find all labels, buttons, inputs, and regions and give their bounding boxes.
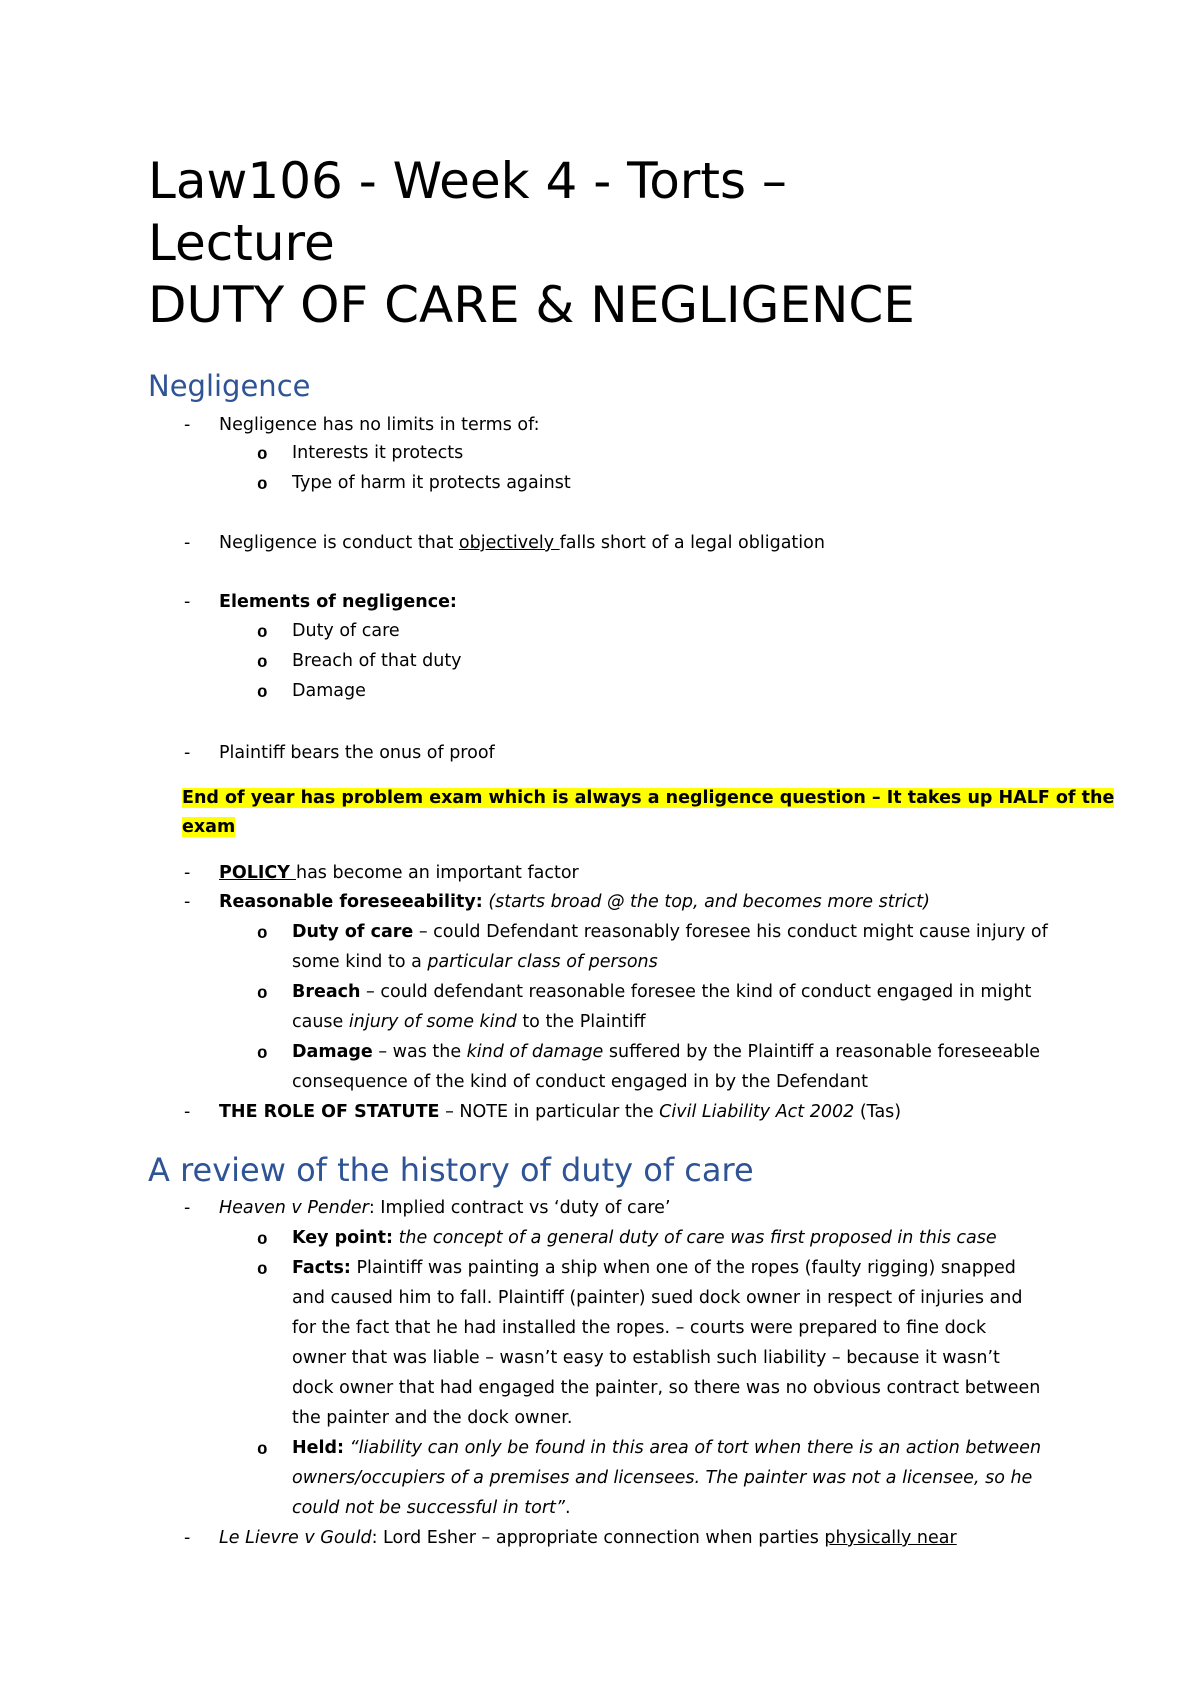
held-text: “liability can only be found in this area of tort when there is an action between <box>344 1438 1042 1458</box>
held-line-1 <box>292 1436 1041 1460</box>
keypoint-text: the concept of a general duty of care was first proposed in this case <box>393 1228 997 1248</box>
dash-marker: - <box>184 415 191 435</box>
bullet-marker: o <box>257 1440 268 1460</box>
elements-label: Elements of negligence: <box>219 592 457 612</box>
page-title <box>148 150 1108 336</box>
dash-marker: - <box>184 1528 191 1548</box>
duty-text: some kind to a <box>292 952 428 972</box>
highlight-text: End of year has problem exam which is always a negligence question – It takes up HALF of the <box>182 788 1115 808</box>
rf-note: (starts broad @ the top, and becomes more strict) <box>482 892 930 912</box>
physically-near-underlined: physically near <box>824 1528 957 1548</box>
onus-text: Plaintiff bears the onus of proof <box>219 743 495 763</box>
held-end: . <box>564 1498 571 1518</box>
damage-italic: kind of damage <box>466 1042 604 1062</box>
breach-text-end: to the Plaintiff <box>516 1012 646 1032</box>
bullet-marker: o <box>257 623 268 643</box>
highlight-text: exam <box>182 817 236 837</box>
breach-label: Breach <box>292 982 361 1002</box>
held-text: could not be successful in tort” <box>292 1498 565 1518</box>
statute-act: Civil Liability Act 2002 <box>659 1102 855 1122</box>
bullet-marker: o <box>257 1230 268 1250</box>
keypoint-line <box>292 1226 997 1250</box>
facts-line: the painter and the dock owner. <box>292 1408 573 1428</box>
title-line-1: Law106 - Week 4 - Torts – <box>148 152 787 210</box>
statute-text-end: (Tas) <box>854 1102 902 1122</box>
heaven-case: Heaven v Pender <box>219 1198 369 1218</box>
damage-text-end: suffered by the Plaintiff a reasonable foreseeable <box>603 1042 1040 1062</box>
facts-text: Plaintiff was painting a ship when one of the ropes (faulty rigging) snapped <box>350 1258 1016 1278</box>
facts-line: for the fact that he had installed the ropes. – courts were prepared to fine dock <box>292 1318 987 1338</box>
policy-line <box>219 861 579 885</box>
facts-line: owner that was liable – wasn’t easy to establish such liability – because it wasn’t <box>292 1348 1000 1368</box>
element-item: Damage <box>292 681 366 701</box>
held-line: owners/occupiers of a premises and licensees. The painter was not a licensee, so he <box>292 1468 1033 1488</box>
exam-highlight-line-2 <box>182 815 235 839</box>
conduct-text: Negligence is conduct that <box>219 533 459 553</box>
breach-line-1 <box>292 980 1031 1004</box>
objectively-underlined: objectively <box>458 533 560 553</box>
policy-label: POLICY <box>219 863 296 883</box>
policy-text: has become an important factor <box>295 863 579 883</box>
element-item: Duty of care <box>292 621 400 641</box>
dash-marker: - <box>184 892 191 912</box>
duty-line-1 <box>292 920 1048 944</box>
facts-line: and caused him to fall. Plaintiff (painter) sued dock owner in respect of injuries and <box>292 1288 1023 1308</box>
dash-marker: - <box>184 863 191 883</box>
bullet-marker: o <box>257 683 268 703</box>
bullet-marker: o <box>257 924 268 944</box>
heading-history: A review of the history of duty of care <box>148 1151 754 1189</box>
no-limits-text: Negligence has no limits in terms of: <box>219 415 540 435</box>
bullet-marker: o <box>257 984 268 1004</box>
statute-line <box>219 1100 901 1124</box>
facts-label: Facts: <box>292 1258 351 1278</box>
held-line-3 <box>292 1496 571 1520</box>
bullet-marker: o <box>257 653 268 673</box>
held-label: Held: <box>292 1438 345 1458</box>
no-limits-item: Type of harm it protects against <box>292 473 571 493</box>
rf-label: Reasonable foreseeability: <box>219 892 483 912</box>
lelievre-line <box>219 1526 957 1550</box>
damage-text: – was the <box>372 1042 467 1062</box>
breach-text: cause <box>292 1012 349 1032</box>
title-line-2: Lecture <box>148 214 335 272</box>
dash-marker: - <box>184 533 191 553</box>
title-line-3: DUTY OF CARE & NEGLIGENCE <box>148 276 915 334</box>
statute-text: – NOTE in particular the <box>439 1102 660 1122</box>
statute-label: THE ROLE OF STATUTE <box>219 1102 440 1122</box>
bullet-marker: o <box>257 1044 268 1064</box>
heading-negligence: Negligence <box>148 369 311 403</box>
duty-line-2 <box>292 950 658 974</box>
duty-italic: particular class of persons <box>427 952 658 972</box>
heaven-line <box>219 1196 671 1220</box>
duty-text: – could Defendant reasonably foresee his conduct might cause injury of <box>413 922 1048 942</box>
heaven-text: : Implied contract vs ‘duty of care’ <box>368 1198 671 1218</box>
breach-line-2 <box>292 1010 646 1034</box>
damage-line-2: consequence of the kind of conduct engaged in by the Defendant <box>292 1072 868 1092</box>
damage-label: Damage <box>292 1042 373 1062</box>
bullet-marker: o <box>257 1260 268 1280</box>
lelievre-case: Le Lievre v Gould <box>219 1528 372 1548</box>
element-item: Breach of that duty <box>292 651 462 671</box>
dash-marker: - <box>184 1102 191 1122</box>
breach-italic: injury of some kind <box>348 1012 517 1032</box>
dash-marker: - <box>184 743 191 763</box>
dash-marker: - <box>184 592 191 612</box>
rf-line <box>219 890 930 914</box>
lelievre-text: : Lord Esher – appropriate connection when parties <box>371 1528 825 1548</box>
facts-line: dock owner that had engaged the painter, so there was no obvious contract between <box>292 1378 1041 1398</box>
bullet-marker: o <box>257 445 268 465</box>
keypoint-label: Key point: <box>292 1228 393 1248</box>
exam-highlight-line-1 <box>182 786 1114 810</box>
dash-marker: - <box>184 1198 191 1218</box>
breach-text: – could defendant reasonable foresee the kind of conduct engaged in might <box>360 982 1032 1002</box>
no-limits-item: Interests it protects <box>292 443 464 463</box>
facts-line-1 <box>292 1256 1016 1280</box>
damage-line-1 <box>292 1040 1040 1064</box>
conduct-text-end: falls short of a legal obligation <box>559 533 825 553</box>
duty-label: Duty of care <box>292 922 414 942</box>
conduct-line <box>219 531 825 555</box>
bullet-marker: o <box>257 475 268 495</box>
